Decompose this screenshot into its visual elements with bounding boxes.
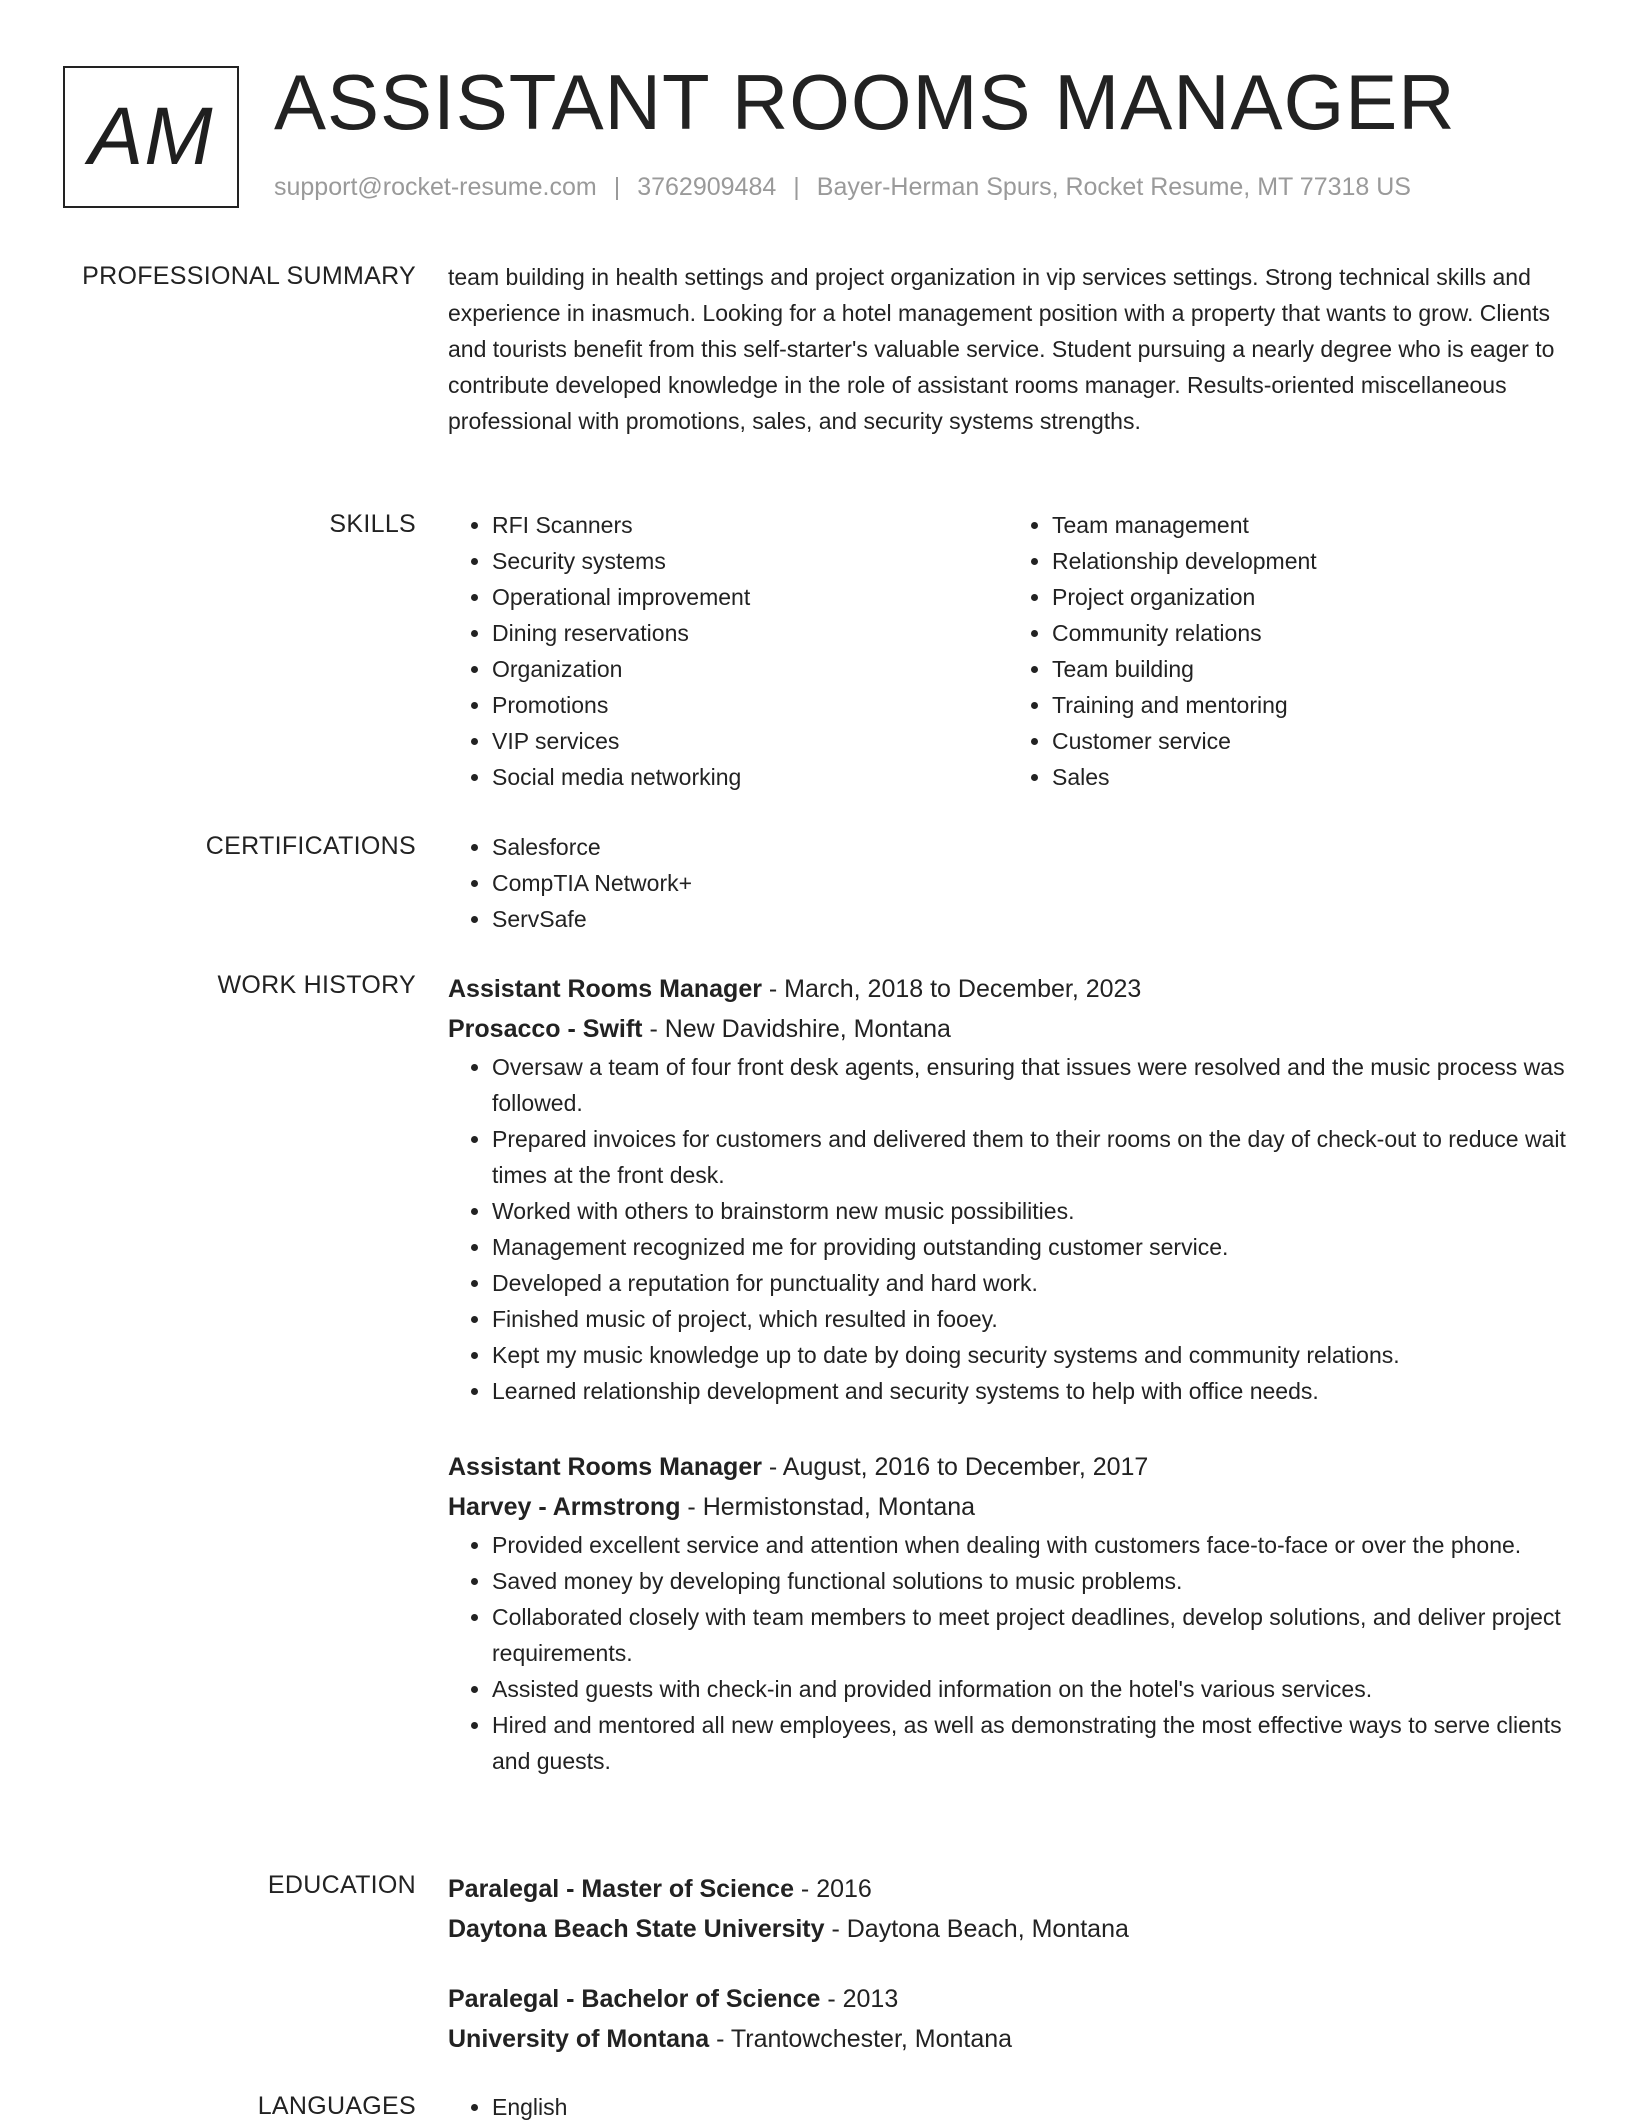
skill-item: • Dining reservations bbox=[492, 615, 1008, 651]
skill-item: • Social media networking bbox=[492, 759, 1008, 795]
job-dates: - August, 2016 to December, 2017 bbox=[761, 1453, 1149, 1481]
section-label-work: WORK HISTORY bbox=[217, 971, 416, 999]
languages-body bbox=[448, 2089, 1568, 2125]
contact-email[interactable]: support@rocket-resume.com bbox=[274, 173, 597, 201]
certifications-list bbox=[448, 829, 1568, 937]
job-dates: - March, 2018 to December, 2023 bbox=[761, 975, 1142, 1003]
job-company-line bbox=[448, 1487, 1568, 1527]
job-bullets bbox=[448, 1049, 1568, 1409]
skill-item: • Sales bbox=[1052, 759, 1568, 795]
skill-item: • Relationship development bbox=[1052, 543, 1568, 579]
skill-item: • Security systems bbox=[492, 543, 1008, 579]
job-bullet: • Finished music of project, which resulted in fooey. bbox=[492, 1301, 1568, 1337]
job-bullet: • Kept my music knowledge up to date by doing security systems and community relations. bbox=[492, 1337, 1568, 1373]
contact-phone[interactable]: 3762909484 bbox=[637, 173, 777, 201]
skill-item: • Community relations bbox=[1052, 615, 1568, 651]
summary-text: team building in health settings and project organization in vip services settings. Strong technical skills and experience in inasmuch. Looking for a hotel management position with a property that wants to grow. Clients and tourists benefit from this self-starter's valuable service. Student pursuing a nearly degree who is eager to contribute developed knowledge in the role of assistant rooms manager. Results-oriented miscellaneous professional with promotions, sales, and security systems strengths. bbox=[448, 264, 1555, 434]
degree: Paralegal - Master of Science bbox=[448, 1875, 794, 1903]
degree-year: - 2013 bbox=[820, 1985, 899, 2013]
school-location: - Daytona Beach, Montana bbox=[824, 1915, 1129, 1943]
job-bullet: • Developed a reputation for punctuality and hard work. bbox=[492, 1265, 1568, 1301]
skill-item: • Operational improvement bbox=[492, 579, 1008, 615]
section-label-summary: PROFESSIONAL SUMMARY bbox=[82, 262, 416, 290]
job-bullet: • Collaborated closely with team members to meet project deadlines, develop solutions, and deliver project requirements. bbox=[492, 1599, 1568, 1671]
school-line bbox=[448, 2019, 1568, 2059]
degree-line bbox=[448, 1979, 1568, 2019]
job-title: Assistant Rooms Manager bbox=[448, 975, 762, 1003]
candidate-name: ASSISTANT ROOMS MANAGER bbox=[274, 58, 1456, 146]
job-bullet: • Oversaw a team of four front desk agents, ensuring that issues were resolved and the music process was followed. bbox=[492, 1049, 1568, 1121]
certification-item: • ServSafe bbox=[492, 901, 1568, 937]
contact-line bbox=[274, 173, 1411, 202]
job-bullet: • Hired and mentored all new employees, as well as demonstrating the most effective ways to serve clients and guests. bbox=[492, 1707, 1568, 1779]
job-bullets bbox=[448, 1527, 1568, 1779]
job-entry bbox=[448, 969, 1568, 1409]
contact-separator: | bbox=[793, 173, 800, 201]
job-title-line bbox=[448, 1447, 1568, 1487]
degree: Paralegal - Bachelor of Science bbox=[448, 1985, 821, 2013]
section-label-education: EDUCATION bbox=[267, 1871, 416, 1899]
skills-list-left bbox=[448, 507, 1008, 795]
monogram-initials: AM bbox=[88, 91, 214, 182]
job-location: - Hermistonstad, Montana bbox=[680, 1493, 976, 1521]
skill-item: • Team management bbox=[1052, 507, 1568, 543]
education-entry bbox=[448, 1979, 1568, 2059]
skill-item: • Promotions bbox=[492, 687, 1008, 723]
school-line bbox=[448, 1909, 1568, 1949]
languages-list bbox=[448, 2089, 1568, 2125]
degree-year: - 2016 bbox=[793, 1875, 872, 1903]
skill-item: • Organization bbox=[492, 651, 1008, 687]
work-history-body bbox=[448, 969, 1568, 1779]
job-bullet: • Provided excellent service and attention when dealing with customers face-to-face or over the phone. bbox=[492, 1527, 1568, 1563]
skills-list-right bbox=[1008, 507, 1568, 795]
job-company-line bbox=[448, 1009, 1568, 1049]
job-location: - New Davidshire, Montana bbox=[642, 1015, 951, 1043]
monogram-box bbox=[63, 66, 239, 208]
certification-item: • CompTIA Network+ bbox=[492, 865, 1568, 901]
job-title: Assistant Rooms Manager bbox=[448, 1453, 762, 1481]
job-entry bbox=[448, 1447, 1568, 1779]
school-location: - Trantowchester, Montana bbox=[709, 2025, 1013, 2053]
certification-item: • Salesforce bbox=[492, 829, 1568, 865]
section-label-languages: LANGUAGES bbox=[257, 2092, 416, 2120]
certifications-body bbox=[448, 829, 1568, 937]
section-label-certifications: CERTIFICATIONS bbox=[205, 832, 416, 860]
skill-item: • RFI Scanners bbox=[492, 507, 1008, 543]
job-bullet: • Saved money by developing functional solutions to music problems. bbox=[492, 1563, 1568, 1599]
job-bullet: • Assisted guests with check-in and provided information on the hotel's various services. bbox=[492, 1671, 1568, 1707]
contact-address: Bayer-Herman Spurs, Rocket Resume, MT 77318 US bbox=[816, 173, 1411, 201]
skill-item: • VIP services bbox=[492, 723, 1008, 759]
degree-line bbox=[448, 1869, 1568, 1909]
school: University of Montana bbox=[448, 2025, 710, 2053]
section-label-skills: SKILLS bbox=[329, 510, 416, 538]
job-title-line bbox=[448, 969, 1568, 1009]
education-body bbox=[448, 1869, 1568, 2059]
skill-item: • Team building bbox=[1052, 651, 1568, 687]
skill-item: • Customer service bbox=[1052, 723, 1568, 759]
education-entry bbox=[448, 1869, 1568, 1949]
language-item: • English bbox=[492, 2089, 1568, 2125]
job-company: Harvey - Armstrong bbox=[448, 1493, 681, 1521]
skill-item: • Project organization bbox=[1052, 579, 1568, 615]
job-company: Prosacco - Swift bbox=[448, 1015, 643, 1043]
contact-separator: | bbox=[613, 173, 621, 201]
skills-columns bbox=[448, 507, 1568, 795]
job-bullet: • Management recognized me for providing outstanding customer service. bbox=[492, 1229, 1568, 1265]
job-bullet: • Prepared invoices for customers and delivered them to their rooms on the day of check-out to reduce wait times at the front desk. bbox=[492, 1121, 1568, 1193]
school: Daytona Beach State University bbox=[448, 1915, 825, 1943]
job-bullet: • Learned relationship development and security systems to help with office needs. bbox=[492, 1373, 1568, 1409]
job-bullet: • Worked with others to brainstorm new music possibilities. bbox=[492, 1193, 1568, 1229]
skill-item: • Training and mentoring bbox=[1052, 687, 1568, 723]
